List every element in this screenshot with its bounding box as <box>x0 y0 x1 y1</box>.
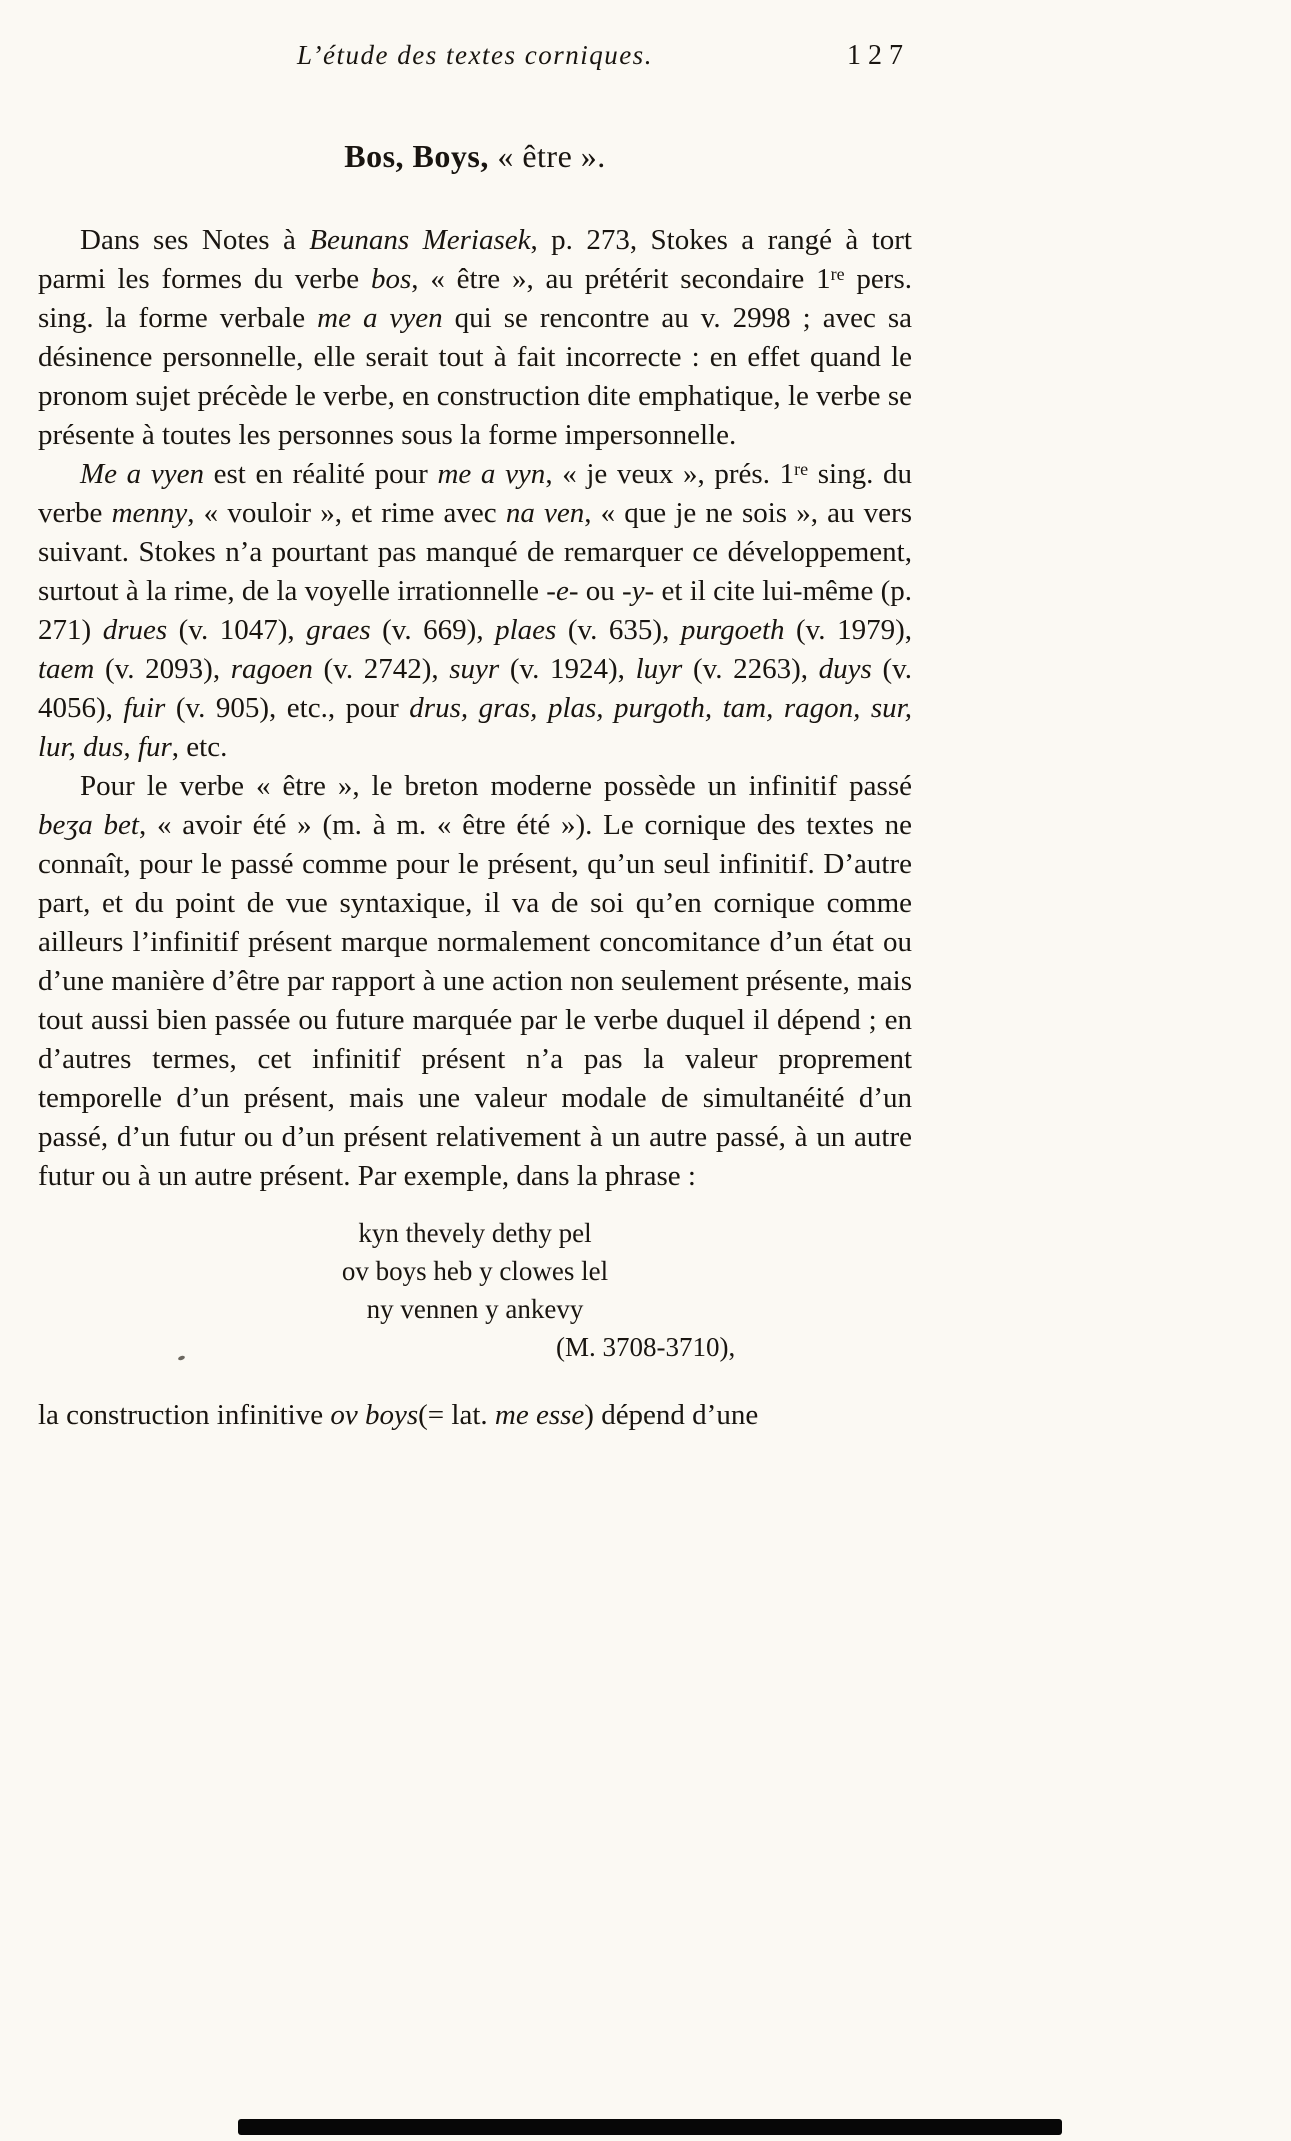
running-title: L’étude des textes corniques. <box>297 40 653 70</box>
paragraph-2: Me a vyen est en réalité pour me a vyn, « je veux », prés. 1re sing. du verbe menny, « vouloir », et rime avec na ven, « que je ne sois », au vers suivant. Stokes n’a pourtant pas manqué de remarquer ce développement, surtout à la rime, de la voyelle irrationnelle -e- ou -y- et il cite lui-même (p. 271) drues (v. 1047), graes (v. 669), plaes (v. 635), purgoeth (v. 1979), taem (v. 2093), ragoen (v. 2742), suyr (v. 1924), luyr (v. 2263), duys (v. 4056), fuir (v. 905), etc., pour drus, gras, plas, purgoth, tam, ragon, sur, lur, dus, fur, etc. <box>38 458 913 763</box>
section-title: Bos, Boys, « être ». <box>344 138 606 174</box>
verse-line: kyn thevely dethy pel <box>358 1218 592 1248</box>
verse-block <box>38 1214 912 1366</box>
paragraph-3: Pour le verbe « être », le breton moderne possède un infinitif passé beʒa bet, « avoir été » (m. à m. « être été »). Le cornique des textes ne connaît, pour le passé comme pour le présent, qu’un seul infinitif. D’autre part, et du point de vue syntaxique, il va de soi qu’en cornique comme ailleurs l’infinitif présent marque normalement concomitance d’un état ou d’une manière d’être par rapport à une action non seulement présente, mais tout aussi bien passée ou future marquée par le verbe duquel il dépend ; en d’autres termes, cet infinitif présent n’a pas la valeur proprement temporelle d’un présent, mais une valeur modale de simultanéité d’un passé, d’un futur ou d’un présent relativement à un autre passé, à un autre futur ou à un autre présent. Par exemple, dans la phrase : <box>38 770 912 1192</box>
body-text <box>38 221 912 1196</box>
page-header <box>38 40 912 82</box>
verse-citation: (M. 3708-3710), <box>556 1332 736 1362</box>
verse-line: ny vennen y ankevy <box>366 1294 584 1324</box>
verse-line: ov boys heb y clowes lel <box>341 1256 609 1286</box>
text-column <box>38 40 912 1435</box>
scan-edge-artifact-bar <box>238 2119 1062 2135</box>
paragraph-1: Dans ses Notes à Beunans Meriasek, p. 273, Stokes a rangé à tort parmi les formes du verbe bos, « être », au prétérit secondaire 1re pers. sing. la forme verbale me a vyen qui se rencontre au v. 2998 ; avec sa désinence personnelle, elle serait tout à fait incorrecte : en effet quand le pronom sujet précède le verbe, en construction dite emphatique, le verbe se présente à toutes les personnes sous la forme impersonnelle. <box>38 224 913 451</box>
page-number: 127 <box>847 40 910 71</box>
closing-paragraph: la construction infinitive ov boys(= lat. me esse) dépend d’une <box>38 1399 759 1431</box>
